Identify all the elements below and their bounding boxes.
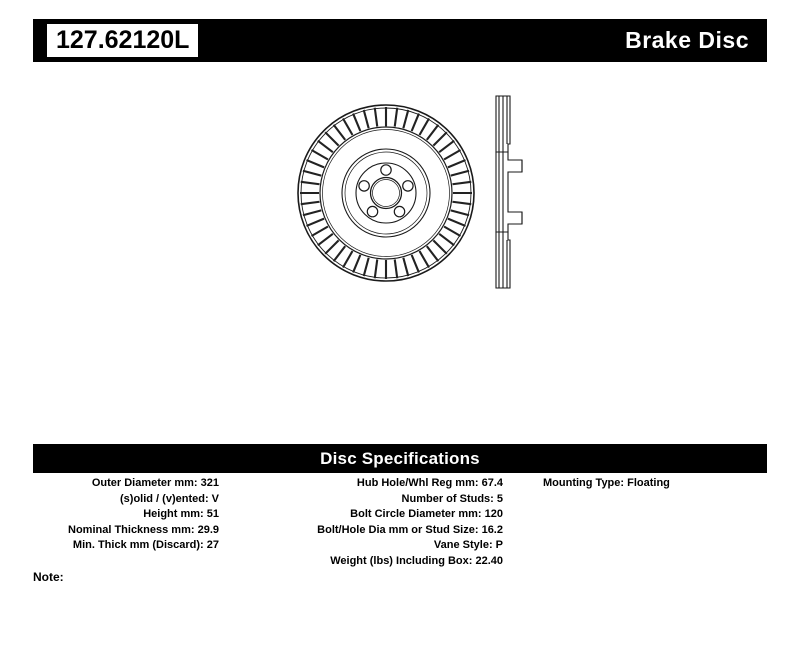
spec-outer-diameter: Outer Diameter mm: 321	[91, 477, 219, 489]
spec-column-middle	[243, 476, 503, 569]
rotor-face-svg	[291, 98, 481, 288]
spec-vane-style: Vane Style: P	[433, 539, 503, 551]
spec-nominal-thickness: Nominal Thickness mm: 29.9	[68, 523, 219, 536]
spec-hub-hole: Hub Hole/Whl Reg mm: 67.4	[356, 477, 503, 489]
note-label: Note:	[33, 570, 64, 584]
spec-bolt-hole-dia: Bolt/Hole Dia mm or Stud Size: 16.2	[317, 523, 503, 536]
spec-solid-vented: (s)olid / (v)ented: V	[120, 492, 219, 505]
part-number: 127.62120L	[47, 24, 198, 57]
spec-mounting-type: Mounting Type: Floating	[543, 477, 670, 489]
spec-min-thickness: Min. Thick mm (Discard): 27	[72, 539, 219, 551]
drawing-area	[33, 70, 767, 430]
spec-section-title: Disc Specifications	[33, 444, 767, 473]
header-bar	[33, 19, 767, 62]
rotor-face-view	[291, 98, 481, 288]
page-title: Brake Disc	[625, 27, 749, 53]
spec-weight: Weight (lbs) Including Box: 22.40	[330, 554, 503, 567]
rotor-cross-section-view	[478, 92, 548, 292]
rotor-side-svg	[478, 92, 548, 292]
spec-height: Height mm: 51	[143, 508, 219, 520]
spec-number-of-studs: Number of Studs: 5	[401, 492, 503, 505]
spec-bolt-circle-diameter: Bolt Circle Diameter mm: 120	[350, 508, 503, 520]
spec-column-left	[33, 476, 219, 554]
spec-column-right	[543, 476, 767, 492]
